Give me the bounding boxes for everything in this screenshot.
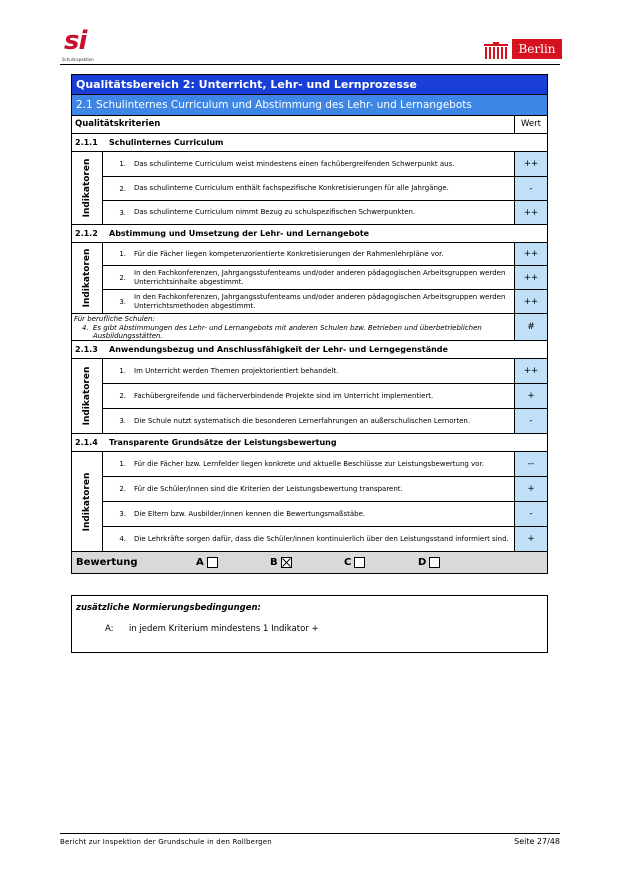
- rating-checkbox[interactable]: [354, 557, 365, 568]
- indicator-text: Für die Schüler/innen sind die Kriterien der Leistungsbewertung transparent.: [134, 484, 403, 493]
- indicator-label: Indikatoren: [82, 158, 92, 218]
- rating-option-b[interactable]: [270, 557, 344, 568]
- indicator-number: 2.: [119, 184, 126, 193]
- section-number: 2.1.4: [75, 438, 98, 447]
- rating-checkbox[interactable]: [429, 557, 440, 568]
- section-title: Anwendungsbezug und Anschlussfähigkeit der Lehr- und Lerngegenstände: [109, 345, 448, 354]
- indicator-row: [103, 266, 547, 290]
- indicator-row: [103, 290, 547, 313]
- brandenburg-gate-icon: [483, 42, 509, 60]
- indicator-group: [72, 243, 547, 314]
- indicator-text: Es gibt Abstimmungen des Lehr- und Lernangebots mit anderen Schulen bzw. Betrieben und überbetrieblichen Ausbildungsstätten.: [92, 323, 482, 340]
- indicator-value: --: [514, 452, 547, 476]
- indicator-text: Die Eltern bzw. Ausbilder/innen kennen die Bewertungsmaßstäbe.: [134, 509, 366, 518]
- indicator-text: In den Fachkonferenzen, Jahrgangsstufenteams und/oder anderen pädagogischen Arbeitsgruppen werden Unterrichtsmethoden abgestimmt.: [134, 293, 506, 310]
- indicator-label: Indikatoren: [82, 366, 92, 426]
- indicator-value: #: [514, 314, 547, 340]
- indicator-value: +: [514, 384, 547, 408]
- footer-page-number: Seite 27/48: [514, 837, 560, 846]
- indicator-value: ++: [514, 359, 547, 383]
- wert-label: Wert: [514, 116, 547, 133]
- indicator-value: ++: [514, 152, 547, 176]
- indicator-label: Indikatoren: [82, 248, 92, 308]
- indicator-row: [103, 152, 547, 177]
- indicator-row: [103, 477, 547, 502]
- indicator-row: [103, 409, 547, 433]
- si-logo: [62, 26, 102, 64]
- section-header: [72, 341, 547, 359]
- indicator-value: +: [514, 477, 547, 501]
- si-logo-text: si: [64, 26, 87, 56]
- indicator-group: [72, 359, 547, 434]
- indicator-text: Das schulinterne Curriculum enthält fachspezifische Konkretisierungen für alle Jahrgänge.: [134, 184, 449, 193]
- indicator-row: [103, 243, 547, 266]
- indicator-value: ++: [514, 290, 547, 313]
- indicator-number: 3.: [119, 208, 126, 217]
- indicator-row: [103, 502, 547, 527]
- indicator-row: [103, 201, 547, 224]
- indicator-number: 3.: [119, 297, 126, 306]
- rating-row: [72, 552, 547, 573]
- rating-checkbox-checked[interactable]: [281, 557, 292, 568]
- indicator-value: -: [514, 502, 547, 526]
- indicator-value: ++: [514, 266, 547, 289]
- indicator-number: 1.: [119, 160, 126, 168]
- indicator-text: Fachübergreifende und fächerverbindende Projekte sind im Unterricht implementiert.: [134, 391, 434, 400]
- vocational-indicator: [72, 314, 547, 341]
- header-rule: [60, 64, 560, 65]
- rating-option-a[interactable]: [196, 557, 270, 568]
- criteria-label: Qualitätskriterien: [75, 119, 161, 129]
- rating-label: Bewertung: [76, 557, 138, 568]
- norm-heading: zusätzliche Normierungsbedingungen:: [76, 603, 261, 613]
- norm-key: A:: [105, 624, 114, 634]
- quality-subarea-title: 2.1 Schulinternes Curriculum und Abstimmung des Lehr- und Lernangebots: [72, 95, 547, 116]
- section-number: 2.1.2: [75, 229, 98, 238]
- indicator-text: Das schulinterne Curriculum weist mindestens einen fachübergreifenden Schwerpunkt aus.: [134, 159, 455, 168]
- indicator-text: Für die Fächer bzw. Lernfelder liegen konkrete und aktuelle Beschlüsse zur Leistungsbewertung vor.: [134, 459, 484, 468]
- footer-rule: [60, 833, 560, 834]
- vocational-heading: Für berufliche Schulen:: [74, 315, 155, 323]
- indicator-number: 4.: [119, 535, 126, 543]
- section-number: 2.1.3: [75, 345, 98, 354]
- indicator-value: ++: [514, 201, 547, 224]
- indicator-value: -: [514, 409, 547, 433]
- norm-text: in jedem Kriterium mindestens 1 Indikator +: [129, 624, 319, 634]
- footer-report-title: Bericht zur Inspektion der Grundschule in den Rollbergen: [60, 838, 272, 846]
- indicator-number: 2.: [119, 392, 126, 400]
- rating-option-label: B: [270, 557, 278, 568]
- indicator-text: Das schulinterne Curriculum nimmt Bezug zu schulspezifischen Schwerpunkten.: [134, 208, 416, 217]
- indicator-text: In den Fachkonferenzen, Jahrgangsstufenteams und/oder anderen pädagogischen Arbeitsgruppen werden Unterrichtsinhalte abgestimmt.: [134, 269, 506, 286]
- section-header: [72, 134, 547, 152]
- indicator-number: 2.: [119, 273, 126, 282]
- rating-option-label: C: [344, 557, 352, 568]
- indicator-number: 3.: [119, 510, 126, 518]
- indicator-row: [103, 359, 547, 384]
- indicator-text: Die Schule nutzt systematisch die besonderen Lernerfahrungen an außerschulischen Lernorten.: [134, 416, 471, 425]
- indicator-row: [103, 527, 547, 551]
- quality-area-title: Qualitätsbereich 2: Unterricht, Lehr- und Lernprozesse: [72, 75, 547, 95]
- criteria-header: [72, 116, 547, 134]
- rating-option-d[interactable]: [418, 557, 492, 568]
- indicator-value: ++: [514, 243, 547, 265]
- rating-option-c[interactable]: [344, 557, 418, 568]
- norm-conditions-box: [71, 595, 548, 653]
- indicator-row: [103, 177, 547, 201]
- rating-checkbox[interactable]: [207, 557, 218, 568]
- section-title: Schulinternes Curriculum: [109, 138, 224, 147]
- section-header: [72, 225, 547, 243]
- berlin-logo-text: Berlin: [512, 39, 562, 59]
- indicator-value: +: [514, 527, 547, 551]
- berlin-logo: [483, 38, 563, 60]
- section-title: Abstimmung und Umsetzung der Lehr- und Lernangebote: [109, 229, 370, 238]
- rating-option-label: D: [418, 557, 427, 568]
- indicator-text: Im Unterricht werden Themen projektorientiert behandelt.: [134, 366, 339, 375]
- indicator-text: Die Lehrkräfte sorgen dafür, dass die Schüler/innen kontinuierlich über den Leistungsstand informiert sind.: [134, 534, 509, 543]
- rating-option-label: A: [196, 557, 204, 568]
- indicator-number: 2.: [119, 485, 126, 493]
- quality-table: [71, 74, 548, 574]
- section-header: [72, 434, 547, 452]
- indicator-group: [72, 452, 547, 552]
- indicator-number: 1.: [119, 250, 126, 258]
- indicator-number: 1.: [119, 367, 126, 375]
- indicator-number: 4.: [82, 323, 89, 332]
- indicator-text: Für die Fächer liegen kompetenzorientierte Konkretisierungen der Rahmenlehrpläne vor.: [134, 249, 444, 258]
- indicator-row: [103, 384, 547, 409]
- indicator-group: [72, 152, 547, 225]
- si-logo-subtitle: Schulinspektion: [62, 57, 94, 62]
- indicator-row: [103, 452, 547, 477]
- indicator-label: Indikatoren: [82, 472, 92, 531]
- indicator-number: 1.: [119, 460, 126, 468]
- section-title: Transparente Grundsätze der Leistungsbewertung: [109, 438, 337, 447]
- norm-condition: [105, 624, 319, 634]
- section-number: 2.1.1: [75, 138, 98, 147]
- indicator-number: 3.: [119, 417, 126, 425]
- indicator-value: -: [514, 177, 547, 200]
